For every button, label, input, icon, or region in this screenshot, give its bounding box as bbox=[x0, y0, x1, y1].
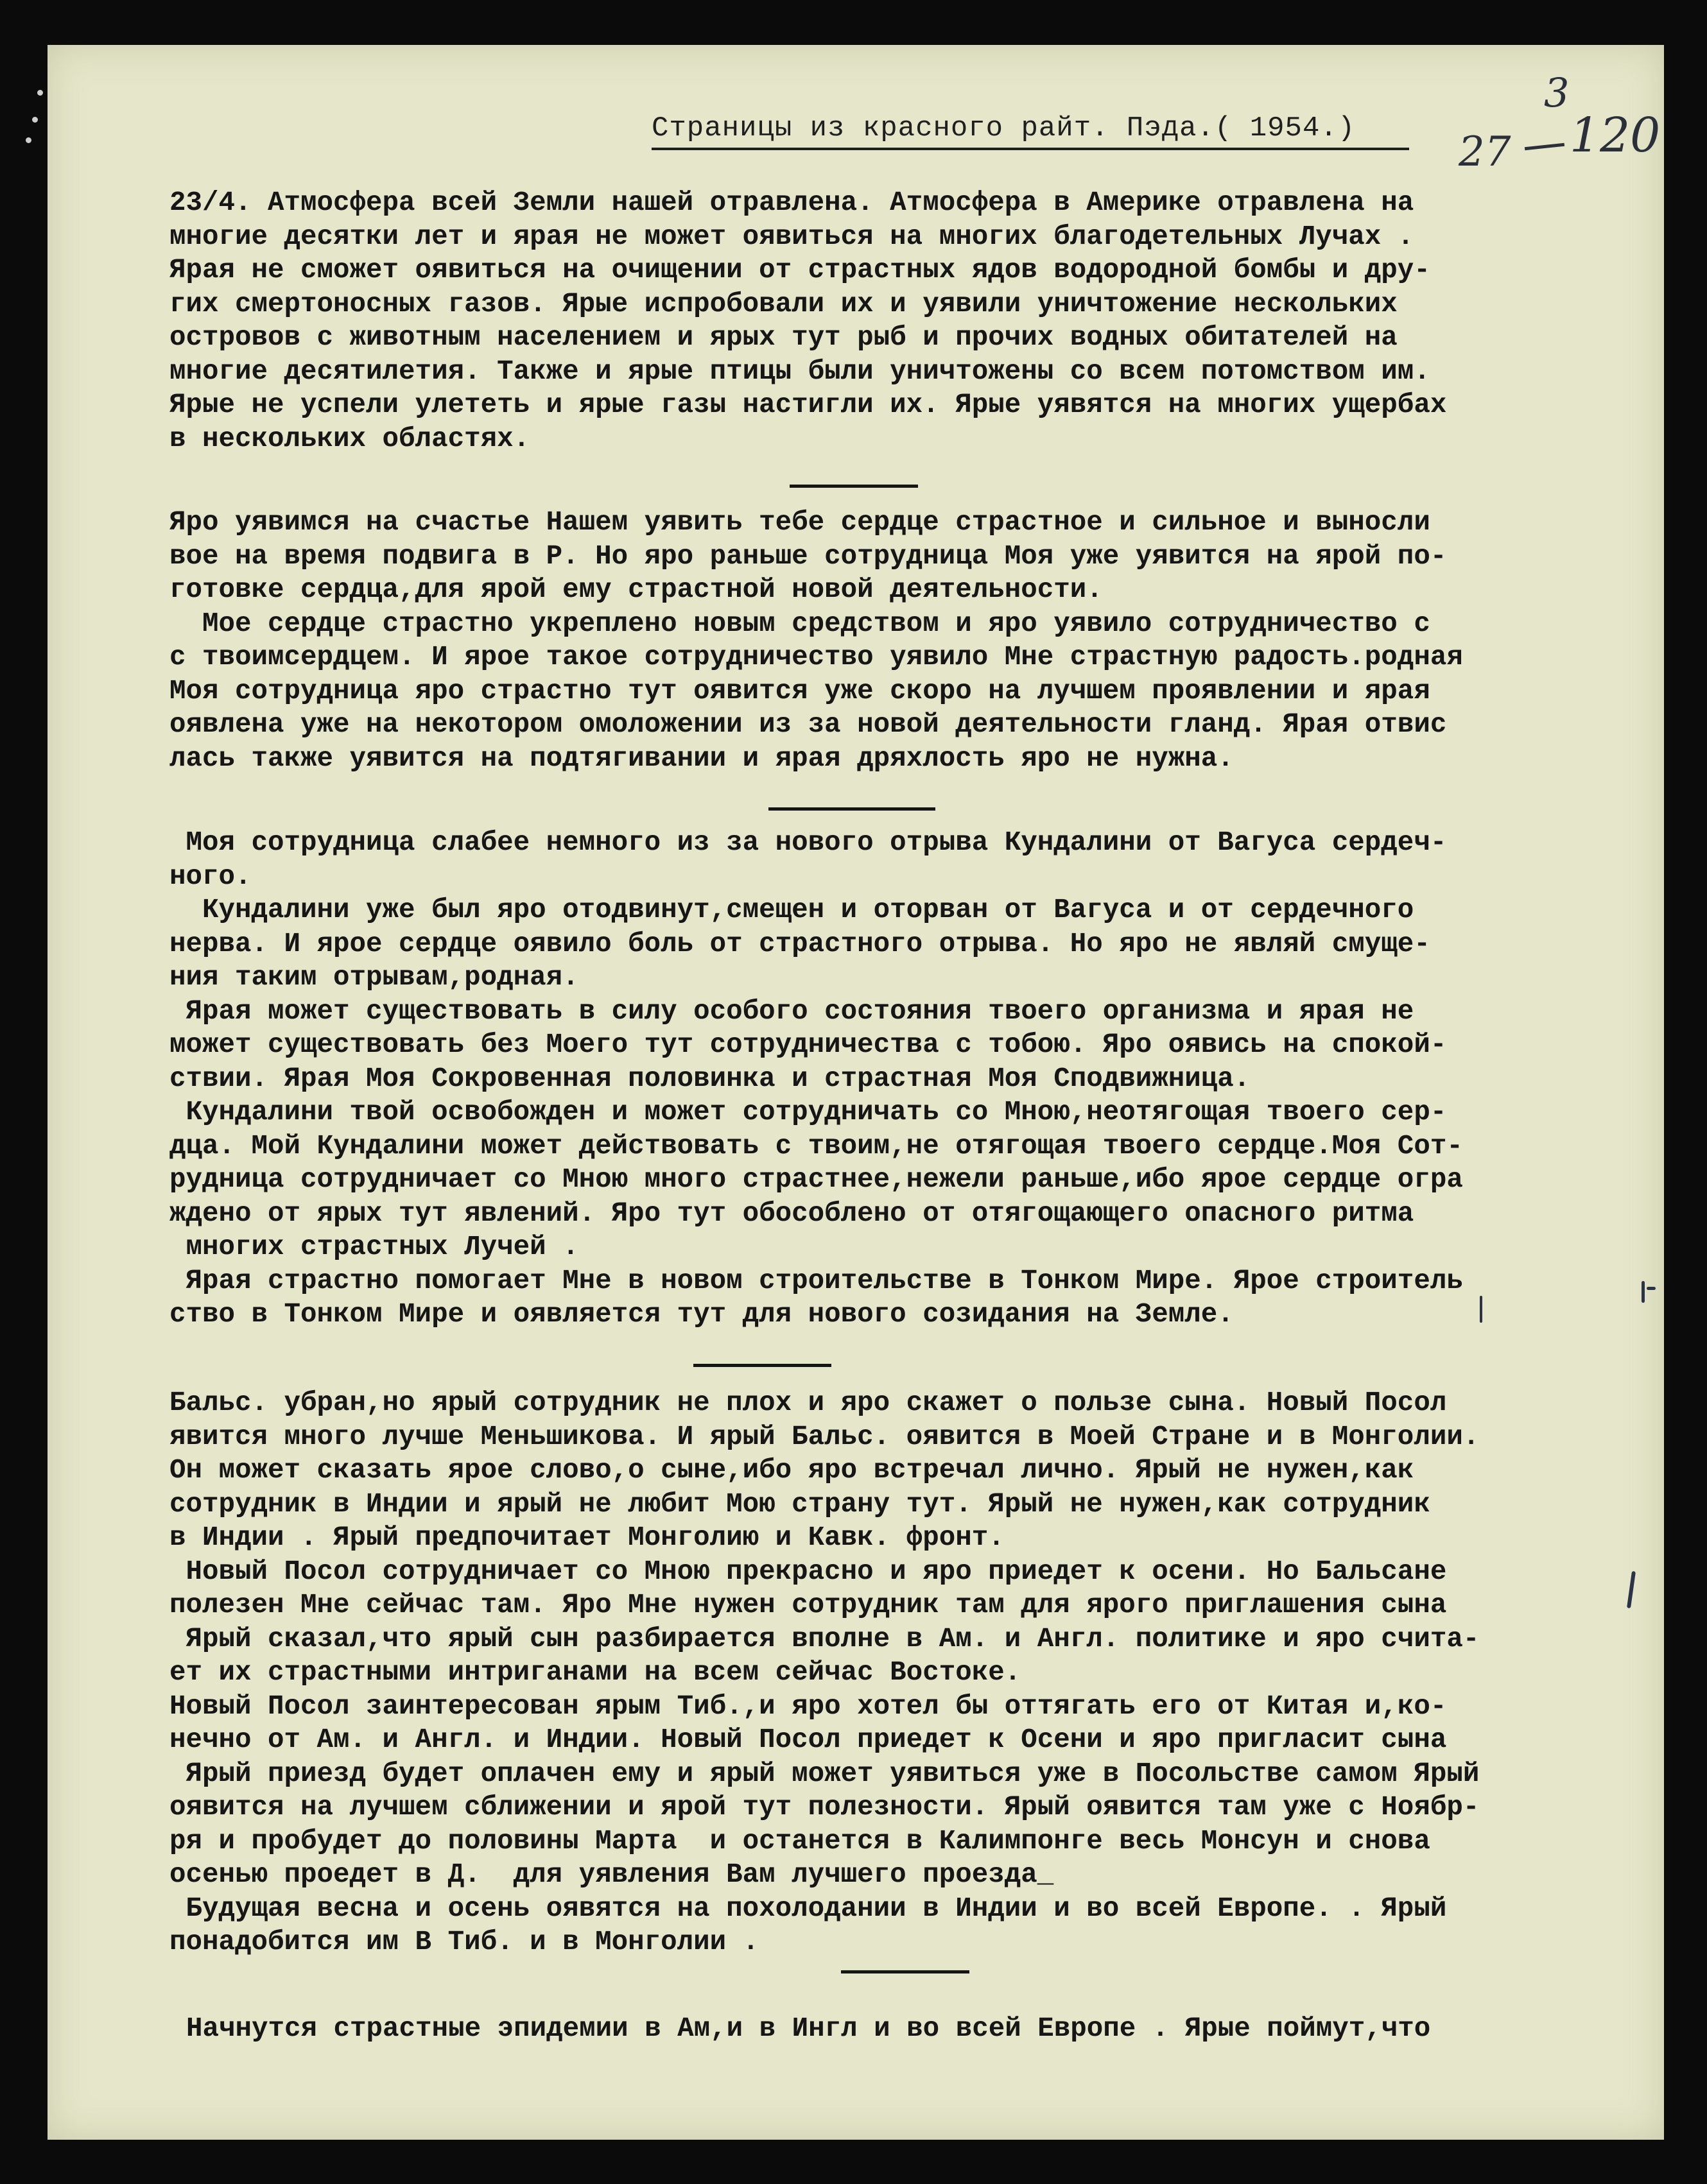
text-line: осенью проедет в Д. для уявления Вам лучшего проезда_ bbox=[169, 1859, 1054, 1890]
text-line: многих страстных Лучей . bbox=[169, 1232, 579, 1262]
text-line: Яро уявимся на счастье Нашем уявить тебе сердце страстное и сильное и выносли bbox=[169, 507, 1430, 538]
section-2 bbox=[169, 506, 1646, 775]
text-line: Ярый приезд будет оплачен ему и ярый может уявиться уже в Посольстве самом Ярый bbox=[169, 1758, 1480, 1789]
text-line: ря и пробудет до половины Марта и останется в Калимпонге весь Монсун и снова bbox=[169, 1825, 1430, 1857]
section-1 bbox=[169, 186, 1646, 456]
text-line: ного. bbox=[169, 861, 252, 892]
text-line: многие десятилетия. Также и ярые птицы были уничтожены со всем потомством им. bbox=[169, 356, 1430, 387]
text-line: явится много лучше Меньшикова. И ярый Бальс. оявится в Моей Стране и в Монголии. bbox=[169, 1421, 1480, 1452]
text-line: 23/4. Атмосфера всей Земли нашей отравлена. Атмосфера в Америке отравлена на bbox=[169, 187, 1414, 218]
text-line: оявлена уже на некотором омоложении из за новой деятельности гланд. Ярая отвис bbox=[169, 709, 1447, 740]
text-line: в нескольких областях. bbox=[169, 423, 530, 454]
folio-number-top: 3 bbox=[1544, 69, 1570, 116]
speck bbox=[32, 117, 38, 123]
speck bbox=[26, 137, 31, 143]
text-line: Моя сотрудница слабее немного из за нового отрыва Кундалини от Вагуса сердеч- bbox=[169, 827, 1447, 858]
text-line: Ярые не успели улететь и ярые газы настигли их. Ярые уявятся на многих ущербах bbox=[169, 390, 1447, 420]
folio-number-left: 27 bbox=[1459, 128, 1511, 176]
pen-correction-mark bbox=[1480, 1296, 1482, 1323]
text-line: Новый Посол сотрудничает со Мною прекрасно и яро приедет к осени. Но Бальсане bbox=[169, 1556, 1447, 1587]
text-line: в Индии . Ярый предпочитает Монголию и Кавк. фронт. bbox=[169, 1522, 1005, 1553]
margin-pen-mark bbox=[1642, 1281, 1645, 1303]
document-title: Страницы из красного райт. Пэда.( 1954.) bbox=[652, 112, 1356, 144]
text-line: ет их страстными интриганами на всем сейчас Востоке. bbox=[169, 1657, 1021, 1688]
text-line: Он может сказать ярое слово,о сыне,ибо яро встречал лично. Ярый не нужен,как bbox=[169, 1455, 1414, 1486]
text-line: ждено от ярых тут явлений. Яро тут обособлено от отягощающего опасного ритма bbox=[169, 1198, 1414, 1229]
margin-pen-mark bbox=[1647, 1287, 1656, 1290]
folio-number-right: 120 bbox=[1570, 108, 1661, 163]
text-line: Мое сердце страстно укреплено новым средством и яро уявило сотрудничество с bbox=[169, 608, 1430, 639]
text-line: островов с животным населением и ярых тут рыб и прочих водных обитателей на bbox=[169, 322, 1398, 353]
text-line: Новый Посол заинтересован ярым Тиб.,и яро хотел бы оттягать его от Китая и,ко- bbox=[169, 1690, 1447, 1722]
text-line: лась также уявится на подтягивании и ярая дряхлость яро не нужна. bbox=[169, 743, 1234, 774]
section-divider bbox=[841, 1970, 969, 1973]
section-4 bbox=[169, 1386, 1646, 1959]
text-line: вое на время подвига в Р. Но яро раньше сотрудница Моя уже уявится на ярой по- bbox=[169, 540, 1447, 572]
speck bbox=[37, 90, 43, 96]
text-line: Ярый сказал,что ярый сын разбирается вполне в Ам. и Англ. политике и яро счита- bbox=[169, 1623, 1480, 1655]
text-line: Моя сотрудница яро страстно тут оявится уже скоро на лучшем проявлении и ярая bbox=[169, 675, 1430, 707]
text-line: готовке сердца,для ярой ему страстной новой деятельности. bbox=[169, 574, 1103, 605]
section-divider bbox=[768, 807, 935, 811]
text-line: Ярая может существовать в силу особого состояния твоего организма и ярая не bbox=[169, 995, 1414, 1027]
text-line: Кундалини уже был яро отодвинут,смещен и оторван от Вагуса и от сердечного bbox=[169, 895, 1414, 925]
text-line: Будущая весна и осень оявятся на похолодании в Индии и во всей Европе. . Ярый bbox=[169, 1893, 1447, 1924]
text-line: гих смертоносных газов. Ярые испробовали их и уявили уничтожение нескольких bbox=[169, 288, 1398, 320]
text-line: понадобится им В Тиб. и в Монголии . bbox=[169, 1927, 759, 1957]
text-line: Ярая страстно помогает Мне в новом строительстве в Тонком Мире. Ярое строитель bbox=[169, 1265, 1463, 1296]
text-line: Начнутся страстные эпидемии в Ам,и в Ингл и во всей Европе . Ярые поймут,что bbox=[186, 2013, 1431, 2044]
text-line: Бальс. убран,но ярый сотрудник не плох и яро скажет о пользе сына. Новый Посол bbox=[169, 1388, 1447, 1418]
text-line: может существовать без Моего тут сотрудничества с тобою. Яро оявись на спокой- bbox=[169, 1029, 1447, 1060]
text-line: нерва. И ярое сердце оявило боль от страстного отрыва. Но яро не являй смуще- bbox=[169, 928, 1430, 959]
text-line: нечно от Ам. и Англ. и Индии. Новый Посол приедет к Осени и яро пригласит сына bbox=[169, 1724, 1447, 1755]
text-line: ство в Тонком Мире и оявляется тут для нового созидания на Земле. bbox=[169, 1299, 1234, 1330]
section-divider bbox=[790, 485, 918, 488]
text-line: рудница сотрудничает со Мною много страстнее,нежели раньше,ибо ярое сердце огра bbox=[169, 1164, 1463, 1195]
text-line: ния таким отрывам,родная. bbox=[169, 962, 579, 993]
text-line: ствии. Ярая Моя Сокровенная половинка и страстная Моя Сподвижница. bbox=[169, 1063, 1251, 1094]
text-line: Ярая не сможет оявиться на очищении от страстных ядов водородной бомбы и дру- bbox=[169, 255, 1430, 286]
title-underline bbox=[652, 148, 1409, 150]
text-line: оявится на лучшем сближении и ярой тут полезности. Ярый оявится там уже с Ноябр- bbox=[169, 1792, 1480, 1823]
section-3 bbox=[169, 826, 1646, 1332]
text-line: Кундалини твой освобожден и может сотрудничать со Мною,неотягощая твоего сер- bbox=[169, 1097, 1447, 1128]
section-5 bbox=[186, 2012, 1663, 2046]
text-line: многие десятки лет и ярая не может оявиться на многих благодетельных Лучах . bbox=[169, 221, 1414, 252]
text-line: дца. Мой Кундалини может действовать с твоим,не отягощая твоего сердце.Моя Сот- bbox=[169, 1130, 1463, 1162]
text-line: с твоимсердцем. И ярое такое сотрудничество уявило Мне страстную радость.родная bbox=[169, 642, 1463, 673]
section-divider bbox=[693, 1364, 831, 1367]
text-line: сотрудник в Индии и ярый не любит Мою страну тут. Ярый не нужен,как сотрудник bbox=[169, 1488, 1430, 1520]
text-line: полезен Мне сейчас там. Яро Мне нужен сотрудник там для ярого приглашения сына bbox=[169, 1590, 1447, 1621]
